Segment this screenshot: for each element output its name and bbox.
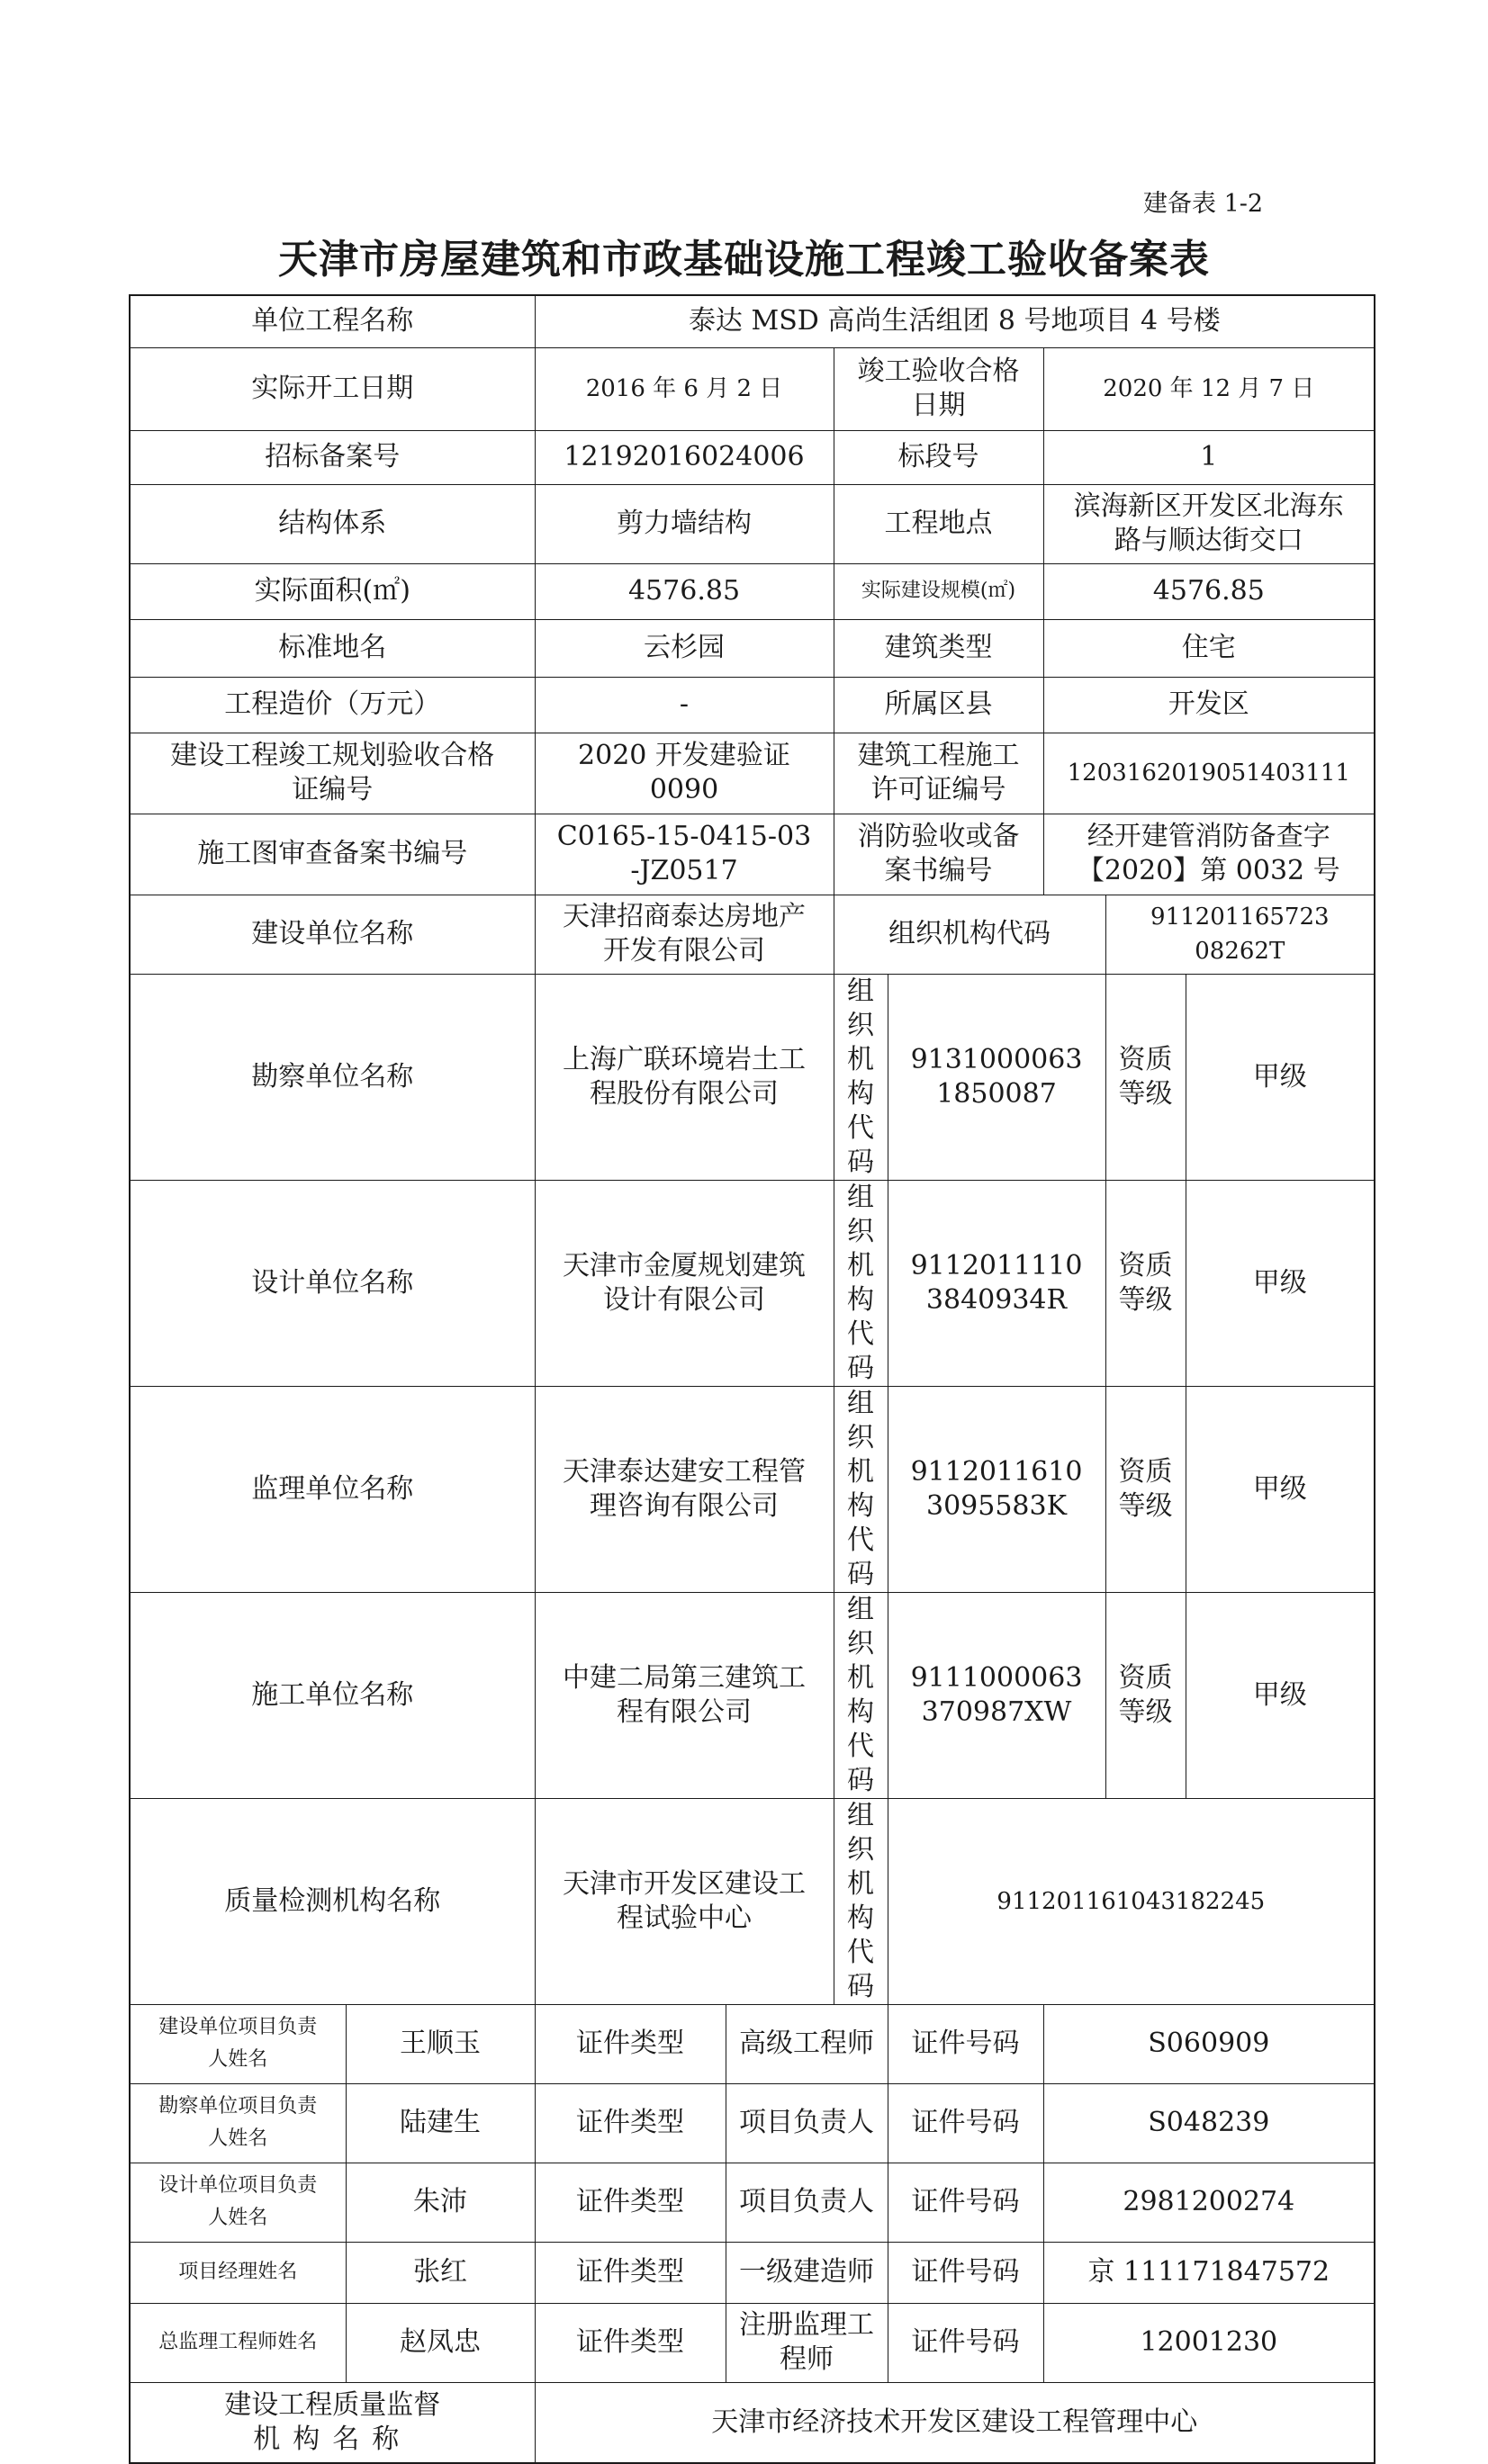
row-chief-supervisor [130, 2303, 1375, 2382]
cert-type-label: 证件类型 [535, 2163, 726, 2242]
acceptance-date-label: 竣工验收合格 日期 [834, 347, 1043, 430]
unit-label: 施工单位名称 [130, 1592, 535, 1798]
cert-no-label: 证件号码 [888, 2083, 1043, 2163]
org-code-label: 组织机 构代码 [834, 974, 888, 1180]
cert-type-value: 项目负责人 [726, 2083, 888, 2163]
unit-org-code: 9112011110 3840934R [888, 1180, 1105, 1386]
row-design-unit [130, 1180, 1375, 1386]
chief-supervisor-role: 总监理工程师姓名 [130, 2303, 346, 2382]
org-code-label: 组织机 构代码 [834, 1386, 888, 1592]
row-place [130, 619, 1375, 677]
cert-no-value: 2981200274 [1043, 2163, 1375, 2242]
project-name-value: 泰达 MSD 高尚生活组团 8 号地项目 4 号楼 [535, 295, 1375, 347]
qualification-label: 资质 等级 [1105, 1592, 1186, 1798]
org-code-label: 组织机 构代码 [834, 1180, 888, 1386]
cost-value: - [535, 677, 834, 733]
qualification-label: 资质 等级 [1105, 1180, 1186, 1386]
builder-code: 911201165723 08262T [1105, 895, 1375, 974]
person-role: 设计单位项目负责 人姓名 [130, 2163, 346, 2242]
district-value: 开发区 [1043, 677, 1375, 733]
section-no-value: 1 [1043, 430, 1375, 484]
cert-type-label: 证件类型 [535, 2004, 726, 2083]
cost-label: 工程造价（万元） [130, 677, 535, 733]
row-builder [130, 895, 1375, 974]
person-role: 建设单位项目负责 人姓名 [130, 2004, 346, 2083]
cert-type-label: 证件类型 [535, 2083, 726, 2163]
building-type-label: 建筑类型 [834, 619, 1043, 677]
chief-supervisor-name: 赵凤忠 [346, 2303, 535, 2382]
qualification-grade: 甲级 [1186, 1386, 1375, 1592]
cert-no-label: 证件号码 [888, 2242, 1043, 2303]
person-name: 王顺玉 [346, 2004, 535, 2083]
cert-no-label: 证件号码 [888, 2303, 1043, 2382]
testing-org-code: 911201161043182245 [888, 1798, 1375, 2004]
row-person [130, 2083, 1375, 2163]
location-value: 滨海新区开发区北海东 路与顺达街交口 [1043, 484, 1375, 563]
chief-supervisor-cert-type: 注册监理工 程师 [726, 2303, 888, 2382]
planning-cert-label: 建设工程竣工规划验收合格 证编号 [130, 733, 535, 814]
qualification-grade: 甲级 [1186, 974, 1375, 1180]
qualification-grade: 甲级 [1186, 1592, 1375, 1798]
unit-org-code: 9112011610 3095583K [888, 1386, 1105, 1592]
builder-name: 天津招商泰达房地产 开发有限公司 [535, 895, 834, 974]
section-no-label: 标段号 [834, 430, 1043, 484]
area-value: 4576.85 [535, 563, 834, 619]
unit-label: 勘察单位名称 [130, 974, 535, 1180]
qualification-label: 资质 等级 [1105, 974, 1186, 1180]
location-label: 工程地点 [834, 484, 1043, 563]
tender-no-value: 12192016024006 [535, 430, 834, 484]
cert-no-value: 京 111171847572 [1043, 2242, 1375, 2303]
builder-label: 建设单位名称 [130, 895, 535, 974]
org-code-label: 组织机 构代码 [834, 1592, 888, 1798]
fire-value: 经开建管消防备查字 【2020】第 0032 号 [1043, 814, 1375, 895]
row-construction-unit [130, 1592, 1375, 1798]
builder-code-label: 组织机构代码 [834, 895, 1105, 974]
tender-no-label: 招标备案号 [130, 430, 535, 484]
district-label: 所属区县 [834, 677, 1043, 733]
testing-label: 质量检测机构名称 [130, 1798, 535, 2004]
row-dates [130, 347, 1375, 430]
cert-no-value: S060909 [1043, 2004, 1375, 2083]
org-code-label: 组织机 构代码 [834, 1798, 888, 2004]
unit-name: 天津泰达建安工程管 理咨询有限公司 [535, 1386, 834, 1592]
cert-type-label: 证件类型 [535, 2242, 726, 2303]
testing-name: 天津市开发区建设工 程试验中心 [535, 1798, 834, 2004]
drawing-review-label: 施工图审查备案书编号 [130, 814, 535, 895]
row-person [130, 2004, 1375, 2083]
permit-value: 120316201905140311​1 [1043, 733, 1375, 814]
place-name-label: 标准地名 [130, 619, 535, 677]
form-code: 建备表 1-2 [1143, 190, 1264, 218]
unit-org-code: 9131000063 1850087 [888, 974, 1105, 1180]
row-supervision-unit [130, 1386, 1375, 1592]
start-date-label: 实际开工日期 [130, 347, 535, 430]
cert-no-label: 证件号码 [888, 2004, 1043, 2083]
unit-org-code: 9111000063 370987XW [888, 1592, 1105, 1798]
supervision-org-label: 建设工程质量监督 机构名称 [130, 2382, 535, 2463]
chief-supervisor-cert-no: 12001230 [1043, 2303, 1375, 2382]
scale-value: 4576.85 [1043, 563, 1375, 619]
qualification-grade: 甲级 [1186, 1180, 1375, 1386]
row-project-name [130, 295, 1375, 347]
row-area [130, 563, 1375, 619]
planning-cert-value: 2020 开发建验证 0090 [535, 733, 834, 814]
row-project-manager [130, 2242, 1375, 2303]
row-survey-unit [130, 974, 1375, 1180]
filing-form-table [129, 294, 1375, 2464]
person-role: 勘察单位项目负责 人姓名 [130, 2083, 346, 2163]
structure-value: 剪力墙结构 [535, 484, 834, 563]
row-person [130, 2163, 1375, 2242]
person-name: 陆建生 [346, 2083, 535, 2163]
drawing-review-value: C0165-15-0415-03 -JZ0517 [535, 814, 834, 895]
row-tender [130, 430, 1375, 484]
row-drawing-review [130, 814, 1375, 895]
project-name-label: 单位工程名称 [130, 295, 535, 347]
row-structure [130, 484, 1375, 563]
row-cost [130, 677, 1375, 733]
cert-no-value: S048239 [1043, 2083, 1375, 2163]
person-name: 朱沛 [346, 2163, 535, 2242]
unit-name: 天津市金厦规划建筑 设计有限公司 [535, 1180, 834, 1386]
cert-type-value: 项目负责人 [726, 2163, 888, 2242]
person-role: 项目经理姓名 [130, 2242, 346, 2303]
scale-label: 实际建设规模(㎡) [834, 563, 1043, 619]
fire-label: 消防验收或备 案书编号 [834, 814, 1043, 895]
unit-name: 中建二局第三建筑工 程有限公司 [535, 1592, 834, 1798]
row-planning [130, 733, 1375, 814]
structure-label: 结构体系 [130, 484, 535, 563]
cert-type-value: 高级工程师 [726, 2004, 888, 2083]
person-name: 张红 [346, 2242, 535, 2303]
row-supervision-org [130, 2382, 1375, 2463]
cert-type-label: 证件类型 [535, 2303, 726, 2382]
place-name-value: 云杉园 [535, 619, 834, 677]
start-date-value: 2016 年 6 月 2 日 [535, 347, 834, 430]
building-type-value: 住宅 [1043, 619, 1375, 677]
qualification-label: 资质 等级 [1105, 1386, 1186, 1592]
unit-label: 监理单位名称 [130, 1386, 535, 1592]
unit-label: 设计单位名称 [130, 1180, 535, 1386]
permit-label: 建筑工程施工 许可证编号 [834, 733, 1043, 814]
document-title: 天津市房屋建筑和市政基础设施工程竣工验收备案表 [278, 237, 1210, 283]
unit-name: 上海广联环境岩土工 程股份有限公司 [535, 974, 834, 1180]
area-label: 实际面积(㎡) [130, 563, 535, 619]
row-testing [130, 1798, 1375, 2004]
acceptance-date-value: 2020 年 12 月 7 日 [1043, 347, 1375, 430]
supervision-org-value: 天津市经济技术开发区建设工程管理中心 [535, 2382, 1375, 2463]
cert-no-label: 证件号码 [888, 2163, 1043, 2242]
cert-type-value: 一级建造师 [726, 2242, 888, 2303]
